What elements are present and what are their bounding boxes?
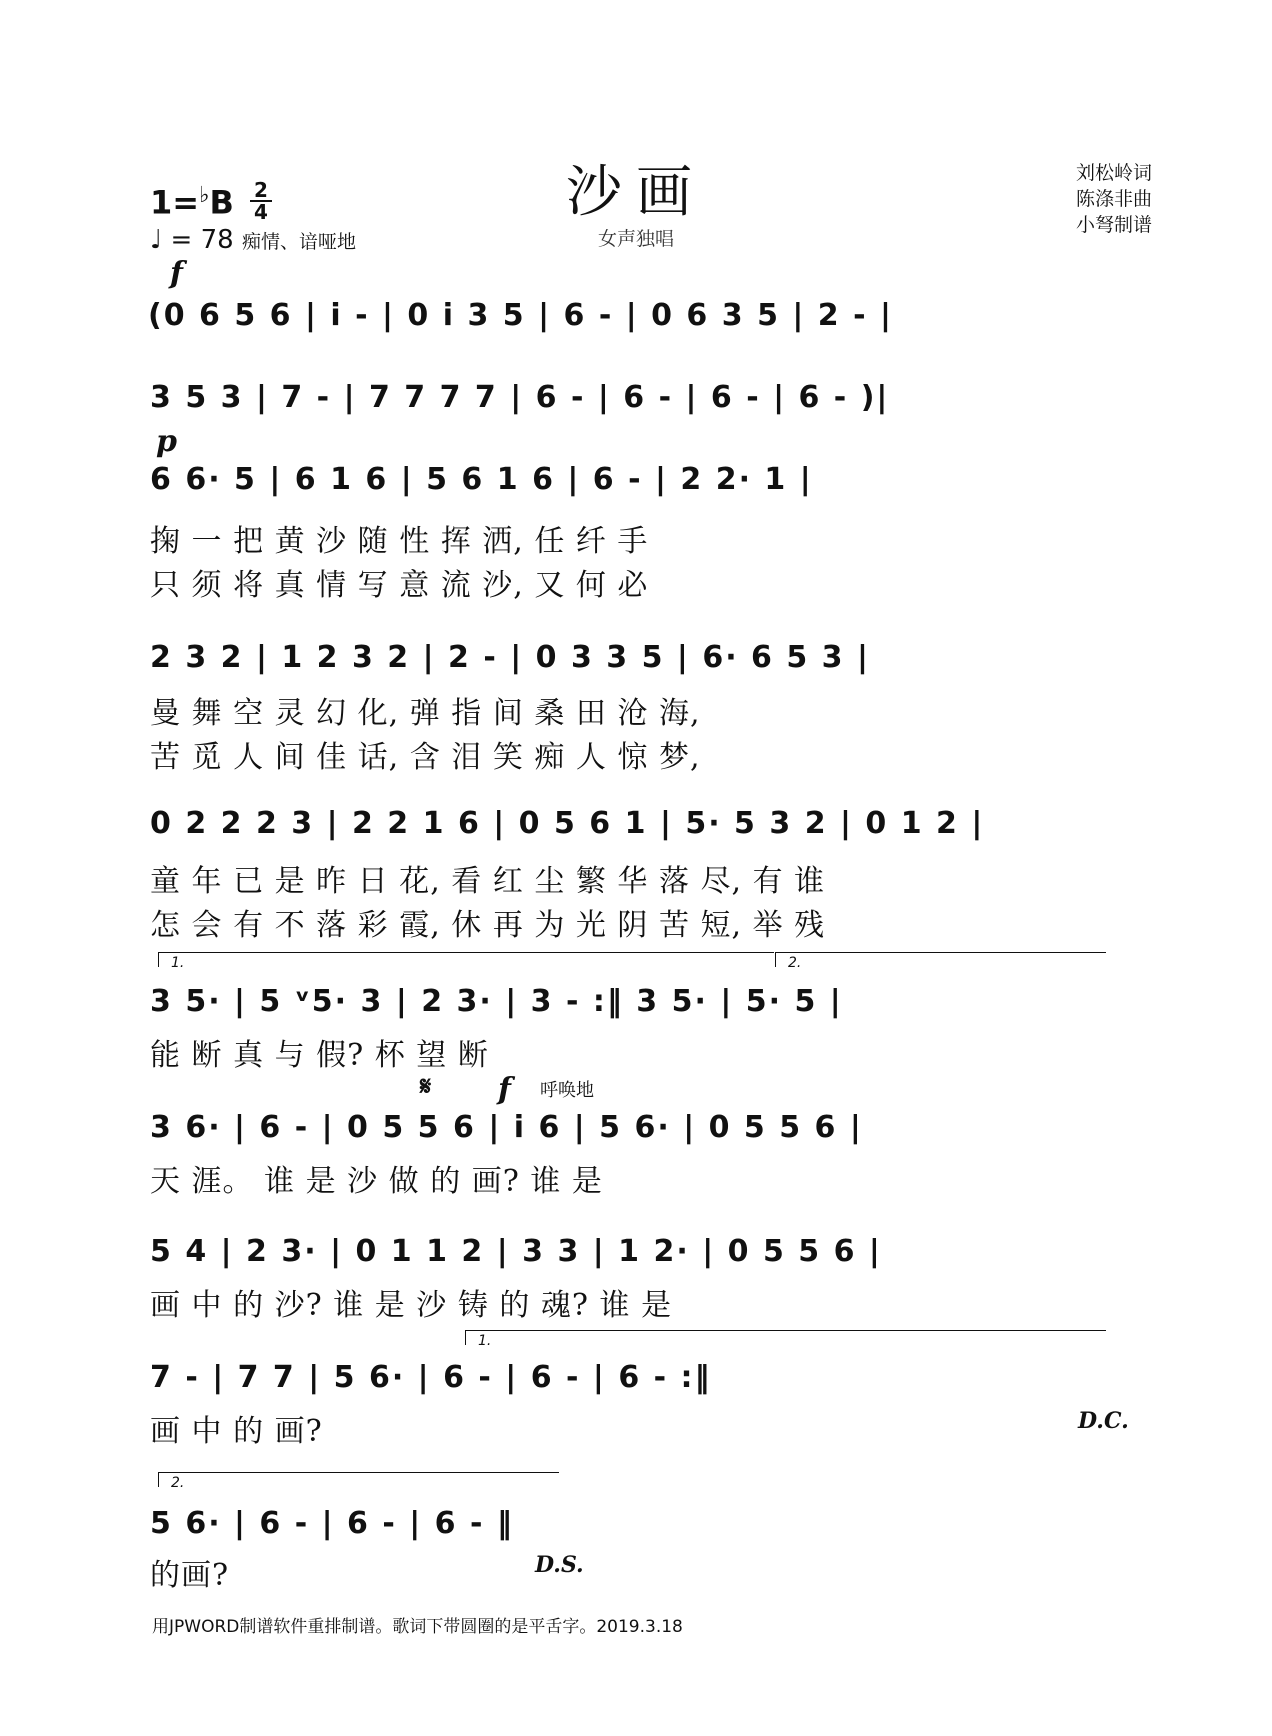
lyric-line-9: 画 中 的 画? [150,1414,323,1449]
volta-bracket-3 [465,1330,1106,1349]
lyricist: 刘松岭词 [1075,162,1152,184]
lyric-line-3-verse-2: 只 须 将 真 情 写 意 流 沙, 又 何 必 [150,568,649,603]
expression-call: 呼唤地 [540,1080,594,1101]
volta-label-3: 1. [478,1333,492,1349]
notes-line-8: 5 4 | 2 3· | 0 1 1 2 | 3 3 | 1 2· | 0 5 5 6 | [150,1234,882,1269]
lyric-line-4-verse-2: 苦 觅 人 间 佳 话, 含 泪 笑 痴 人 惊 梦, [150,740,701,775]
lyric-line-4-verse-1: 曼 舞 空 灵 幻 化, 弹 指 间 桑 田 沧 海, [150,696,701,731]
page-title: 沙画 [566,160,706,225]
volta-bracket-4 [158,1472,559,1491]
volta-bracket-2 [775,952,1106,971]
notes-line-7: 3 6· | 6 - | 0 5 5 6 | i 6 | 5 6· | 0 5 5 6 | [150,1110,863,1145]
lyric-line-3-verse-1: 掬 一 把 黄 沙 随 性 挥 洒, 任 纤 手 [150,524,649,559]
tempo-value: = 78 [170,225,234,255]
key-note: B [209,183,234,222]
volta-bracket-1 [158,952,774,971]
notes-line-4: 2 3 2 | 1 2 3 2 | 2 - | 0 3 3 5 | 6· 6 5 3 | [150,640,870,675]
time-bottom: 4 [250,200,272,222]
subtitle: 女声独唱 [597,228,674,250]
forte-mark: f [170,256,183,291]
arranger: 小弩制谱 [1075,214,1152,236]
volta-label-2: 2. [788,955,802,971]
notes-line-1: (0 6 5 6 | i - | 0 i 3 5 | 6 - | 0 6 3 5 | 2 - | [148,298,893,333]
notes-line-5: 0 2 2 2 3 | 2 2 1 6 | 0 5 6 1 | 5· 5 3 2 | 0 1 2 | [150,806,985,841]
key-signature [150,183,234,222]
lyric-line-7: 天 涯。 谁 是 沙 做 的 画? 谁 是 [150,1164,603,1199]
lyric-line-5-verse-2: 怎 会 有 不 落 彩 霞, 休 再 为 光 阴 苦 短, 举 残 [150,908,826,943]
volta-label-4: 2. [171,1475,185,1491]
lyric-line-8: 画 中 的 沙? 谁 是 沙 铸 的 魂? 谁 是 [150,1288,673,1323]
notes-line-3: 6 6· 5 | 6 1 6 | 5 6 1 6 | 6 - | 2 2· 1 | [150,462,813,497]
tempo [150,225,356,255]
dal-segno-mark: D.S. [535,1552,584,1578]
expression: 痴情、谙哑地 [241,231,356,253]
notes-line-10: 5 6· | 6 - | 6 - | 6 - ‖ [150,1506,514,1541]
lyric-line-10: 的画? [150,1558,230,1593]
lyric-line-6: 能 断 真 与 假? 杯 望 断 [150,1038,489,1073]
lyric-line-5-verse-1: 童 年 已 是 昨 日 花, 看 红 尘 繁 华 落 尽, 有 谁 [150,864,826,899]
forte-mark-2: f [498,1072,511,1107]
key-prefix: 1= [150,183,200,222]
da-capo-mark: D.C. [1078,1408,1129,1434]
notes-line-6: 3 5· | 5 ᵛ5· 3 | 2 3· | 3 - :‖ 3 5· | 5· 5 | [150,984,843,1019]
time-signature [250,180,272,222]
volta-label-1: 1. [171,955,185,971]
composer: 陈涤非曲 [1075,188,1152,210]
time-top: 2 [254,178,268,202]
quarter-note-icon: ♩ [150,225,163,255]
notes-line-2: 3 5 3 | 7 - | 7 7 7 7 | 6 - | 6 - | 6 - | 6 - )| [150,380,890,415]
notes-line-9: 7 - | 7 7 | 5 6· | 6 - | 6 - | 6 - :‖ [150,1360,712,1395]
segno-icon: 𝄋 [420,1072,432,1102]
piano-mark: p [156,424,177,459]
flat-icon: ♭ [199,183,210,208]
footer-note: 用JPWORD制谱软件重排制谱。歌词下带圆圈的是平舌字。2019.3.18 [152,1617,683,1637]
